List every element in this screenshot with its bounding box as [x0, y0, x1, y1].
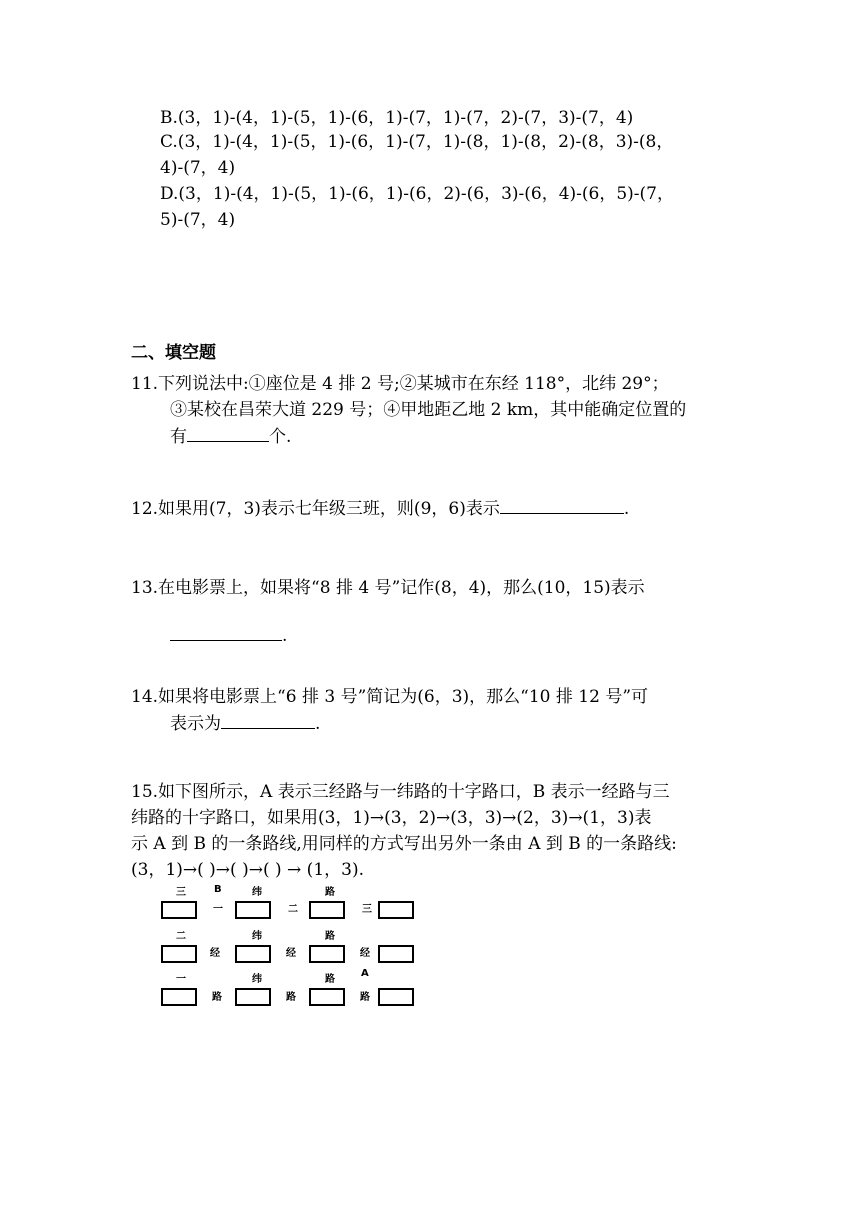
block — [235, 988, 271, 1006]
map-label-wei-2: 纬 — [252, 931, 262, 942]
map-label-san: 三 — [176, 887, 186, 898]
section-title: 二、填空题 — [131, 343, 216, 363]
q15-line4: (3，1)→( )→( )→( ) → (1，3). — [131, 860, 364, 880]
q11-suffix: 个. — [269, 427, 292, 447]
map-label-lu-3: 路 — [325, 974, 335, 985]
q12-text: 12.如果用(7，3)表示七年级三班，则(9，6)表示 — [131, 499, 500, 519]
map-label-yi: 一 — [176, 974, 186, 985]
block — [309, 945, 345, 963]
map-gap-2-1: 经 — [210, 948, 220, 959]
q12-answer-blank[interactable] — [500, 497, 624, 514]
q13-line2 — [170, 624, 287, 648]
q11-line3 — [170, 425, 291, 449]
q14-line2 — [170, 712, 320, 736]
block — [309, 901, 345, 919]
option-b: B.(3，1)-(4，1)-(5，1)-(6，1)-(7，1)-(7，2)-(7，3)-(7，4) — [160, 108, 634, 128]
map-gap-2-3: 经 — [360, 948, 370, 959]
q11-prefix: 有 — [170, 427, 187, 447]
map-gap-2-2: 经 — [286, 948, 296, 959]
q11-line1: 11.下列说法中:①座位是 4 排 2 号;②某城市在东经 118°，北纬 29°； — [131, 374, 669, 394]
option-d-line1: D.(3，1)-(4，1)-(5，1)-(6，1)-(6，2)-(6，3)-(6，4)-(6，5)-(7， — [160, 184, 675, 204]
map-gap-1-3: 三 — [362, 904, 372, 915]
block — [378, 945, 414, 963]
map-label-er: 二 — [176, 931, 186, 942]
block — [161, 988, 197, 1006]
block — [235, 901, 271, 919]
map-gap-3-1: 路 — [212, 992, 222, 1003]
q14-suffix: . — [315, 714, 321, 734]
option-c-line2: 4)-(7，4) — [160, 158, 236, 178]
map-gap-1-1: 一 — [213, 904, 223, 915]
block — [378, 988, 414, 1006]
map-label-wei-3: 纬 — [252, 974, 262, 985]
block — [378, 901, 414, 919]
block — [161, 901, 197, 919]
map-label-lu-2: 路 — [325, 931, 335, 942]
map-label-lu-1: 路 — [325, 887, 335, 898]
q13-answer-blank[interactable] — [170, 624, 282, 641]
q13-suffix: . — [282, 626, 288, 646]
q14-prefix: 表示为 — [170, 714, 221, 734]
q14-line1: 14.如果将电影票上“6 排 3 号”简记为(6，3)，那么“10 排 12 号”可 — [131, 687, 649, 707]
point-b-label: B — [214, 884, 222, 895]
block — [309, 988, 345, 1006]
option-c-line1: C.(3，1)-(4，1)-(5，1)-(6，1)-(7，1)-(8，1)-(8，2)-(8，3)-(8， — [160, 132, 674, 152]
q12-suffix: . — [623, 499, 630, 519]
q15-line3: 示 A 到 B 的一条路线,用同样的方式写出另外一条由 A 到 B 的一条路线: — [131, 834, 677, 854]
point-a-label: A — [361, 968, 369, 979]
block — [235, 945, 271, 963]
q11-answer-blank[interactable] — [187, 425, 269, 442]
map-gap-3-2: 路 — [286, 992, 296, 1003]
q15-line1: 15.如下图所示，A 表示三经路与一纬路的十字路口，B 表示一经路与三 — [131, 782, 670, 802]
map-label-wei-1: 纬 — [252, 887, 262, 898]
map-gap-3-3: 路 — [360, 992, 370, 1003]
q15-line2: 纬路的十字路口，如果用(3，1)→(3，2)→(3，3)→(2，3)→(1，3)表 — [131, 808, 652, 828]
q14-answer-blank[interactable] — [221, 712, 315, 729]
option-d-line2: 5)-(7，4) — [160, 210, 236, 230]
block — [161, 945, 197, 963]
q13-line1: 13.在电影票上，如果将“8 排 4 号”记作(8，4)，那么(10，15)表示 — [131, 578, 645, 598]
map-gap-1-2: 二 — [288, 904, 298, 915]
q12-line — [131, 497, 629, 521]
q11-line2: ③某校在昌荣大道 229 号；④甲地距乙地 2 km，其中能确定位置的 — [170, 400, 687, 420]
